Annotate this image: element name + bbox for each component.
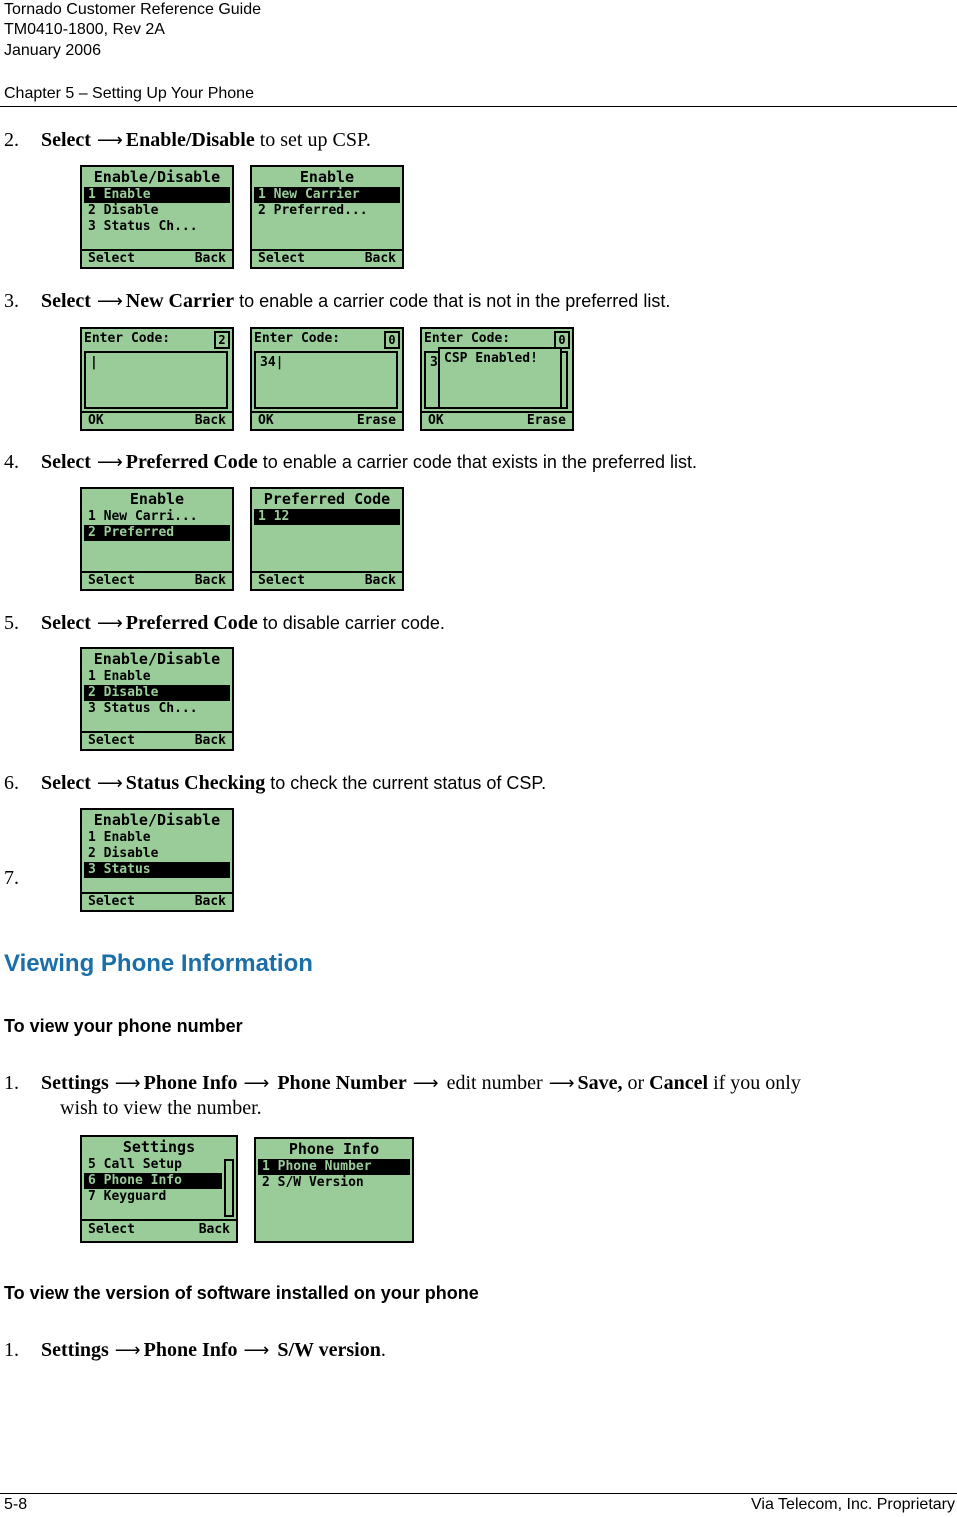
softkeys: Select Back bbox=[82, 1219, 236, 1241]
arrow-icon: ⟶ bbox=[548, 1073, 575, 1094]
step-6: 6. Select ⟶ Status Checking to check the current status of CSP. bbox=[4, 772, 547, 794]
arrow-icon: ⟶ bbox=[114, 1340, 141, 1361]
softkeys: Select Back bbox=[82, 892, 232, 910]
step-7-number: 7. bbox=[4, 867, 19, 889]
softkeys: Select Back bbox=[82, 571, 232, 589]
arrow-icon: ⟶ bbox=[96, 452, 123, 473]
screens-phone-info bbox=[80, 1135, 414, 1243]
screen-enable: Enable 1 New Carrier 2 Preferred... Select Back bbox=[250, 165, 404, 269]
step-3: 3. Select ⟶ New Carrier to enable a carrier code that is not in the preferred list. bbox=[4, 290, 671, 312]
softkeys: OK Back bbox=[82, 411, 232, 429]
doc-title: Tornado Customer Reference Guide bbox=[4, 1, 262, 18]
screen-enable-preferred: Enable 1 New Carri... 2 Preferred Select Back bbox=[80, 487, 234, 591]
screens-step-3 bbox=[80, 327, 574, 431]
arrow-icon: ⟶ bbox=[412, 1073, 439, 1094]
softkeys: Select Back bbox=[82, 731, 232, 749]
arrow-icon: ⟶ bbox=[96, 613, 123, 634]
screens-step-5 bbox=[80, 647, 234, 751]
screen-csp-enabled: Enter Code: 0 3 CSP Enabled! OK Erase bbox=[420, 327, 574, 431]
screens-step-2 bbox=[80, 165, 404, 269]
scrollbar bbox=[224, 1159, 234, 1217]
arrow-icon: ⟶ bbox=[243, 1340, 270, 1361]
screens-step-6 bbox=[80, 808, 234, 912]
csp-enabled-popup: CSP Enabled! bbox=[438, 347, 562, 409]
footer-proprietary: Via Telecom, Inc. Proprietary bbox=[751, 1496, 955, 1513]
section-title: Viewing Phone Information bbox=[4, 950, 313, 977]
screen-disable-selected: Enable/Disable 1 Enable 2 Disable 3 Status Ch... Select Back bbox=[80, 647, 234, 751]
screen-status-selected: Enable/Disable 1 Enable 2 Disable 3 Status Select Back bbox=[80, 808, 234, 912]
doc-revision: TM0410-1800, Rev 2A bbox=[4, 21, 165, 38]
header-rule bbox=[0, 106, 957, 107]
doc-date: January 2006 bbox=[4, 42, 101, 59]
step-continuation: wish to view the number. bbox=[60, 1097, 262, 1119]
screen-enter-code-typed: Enter Code: 0 34| OK Erase bbox=[250, 327, 404, 431]
step-2: 2. Select ⟶ Enable/Disable to set up CSP. bbox=[4, 129, 371, 151]
subhead-software-version: To view the version of software installed on your phone bbox=[4, 1283, 479, 1303]
screen-phone-info: Phone Info 1 Phone Number 2 S/W Version bbox=[254, 1137, 414, 1243]
chapter-title: Chapter 5 – Setting Up Your Phone bbox=[4, 85, 254, 102]
screen-enter-code-empty: Enter Code: 2 | OK Back bbox=[80, 327, 234, 431]
step-view-phone-number: 1. Settings ⟶ Phone Info ⟶ Phone Number ⟶ edit number ⟶ Save, or Cancel if you only bbox=[4, 1072, 801, 1094]
softkeys: Select Back bbox=[252, 249, 402, 267]
softkeys: Select Back bbox=[252, 571, 402, 589]
screens-step-4 bbox=[80, 487, 404, 591]
step-view-sw-version: 1. Settings ⟶ Phone Info ⟶ S/W version. bbox=[4, 1339, 386, 1361]
step-5: 5. Select ⟶ Preferred Code to disable carrier code. bbox=[4, 612, 445, 634]
softkeys: OK Erase bbox=[252, 411, 402, 429]
arrow-icon: ⟶ bbox=[114, 1073, 141, 1094]
subhead-phone-number: To view your phone number bbox=[4, 1016, 243, 1036]
screen-settings: Settings 5 Call Setup 6 Phone Info 7 Keyguard Select Back bbox=[80, 1135, 238, 1243]
page-number: 5-8 bbox=[4, 1496, 28, 1513]
screen-preferred-code: Preferred Code 1 12 Select Back bbox=[250, 487, 404, 591]
arrow-icon: ⟶ bbox=[96, 291, 123, 312]
screen-enable-disable: Enable/Disable 1 Enable 2 Disable 3 Status Ch... Select Back bbox=[80, 165, 234, 269]
arrow-icon: ⟶ bbox=[96, 773, 123, 794]
softkeys: Select Back bbox=[82, 249, 232, 267]
softkeys: OK Erase bbox=[422, 411, 572, 429]
step-4: 4. Select ⟶ Preferred Code to enable a carrier code that exists in the preferred list. bbox=[4, 451, 698, 473]
arrow-icon: ⟶ bbox=[96, 130, 123, 151]
arrow-icon: ⟶ bbox=[243, 1073, 270, 1094]
footer-rule bbox=[0, 1493, 957, 1494]
